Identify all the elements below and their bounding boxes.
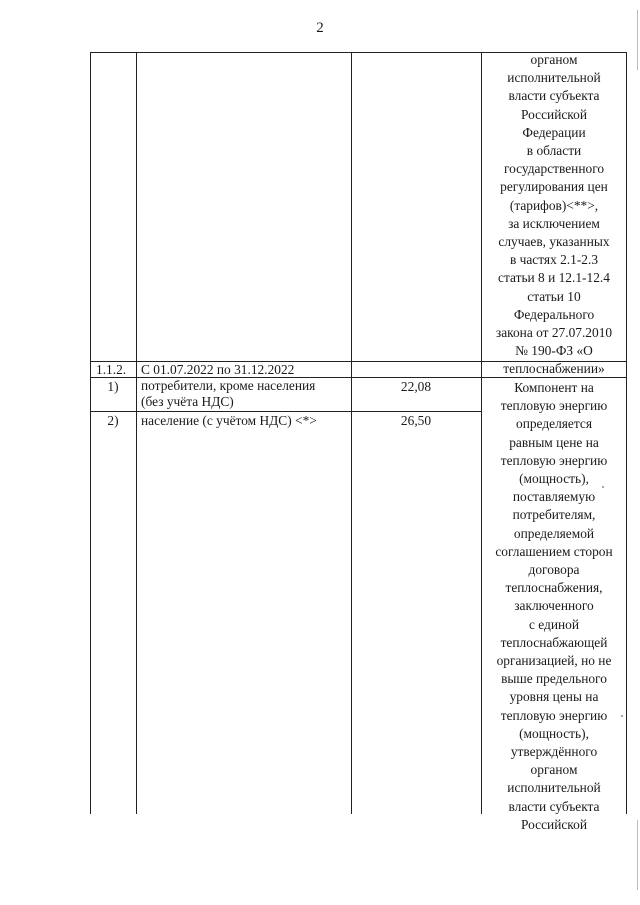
column-divider-1: [136, 52, 137, 814]
text-line: за исключением: [508, 215, 600, 231]
text-line: исполнительной: [507, 70, 601, 86]
text-line: Федерального: [513, 306, 595, 322]
text-line: государственного: [503, 161, 605, 177]
table-border-left: [90, 52, 91, 814]
text-line: власти субъекта: [508, 798, 600, 814]
text-line: уровня цены на: [509, 689, 599, 705]
text-line: теплоснабжении»: [503, 361, 605, 377]
text-line: потребители, кроме населения: [141, 378, 316, 393]
text-line: утверждённого: [510, 744, 598, 760]
row-2-number: 2): [107, 413, 119, 428]
scan-speck: [602, 486, 604, 488]
text-line: Российской: [521, 106, 587, 122]
text-line: в области: [526, 143, 582, 159]
text-line: (тарифов)<**>,: [509, 197, 599, 213]
text-line: (мощность),: [519, 471, 589, 487]
text-line: (мощность),: [519, 725, 589, 741]
bottom-col4-text: [481, 379, 627, 834]
row-1-name: [141, 378, 351, 410]
text-line: случаев, указанных: [498, 234, 610, 250]
text-line: Федерации: [522, 124, 586, 140]
text-line: органом: [530, 52, 578, 67]
text-line: население (с учётом НДС) <*>: [141, 413, 317, 428]
text-line: закона от 27.07.2010: [495, 325, 613, 341]
text-line: договора: [528, 562, 580, 578]
column-divider-2: [351, 52, 352, 814]
scan-speck: [621, 715, 623, 717]
scan-edge-mark: [637, 10, 638, 70]
row-2-value: 26,50: [400, 413, 432, 428]
text-line: тепловую энергию: [500, 398, 608, 414]
text-line: равным цене на: [509, 434, 599, 450]
scan-edge-mark: [637, 820, 638, 890]
text-line: в частях 2.1-2.3: [509, 252, 599, 268]
row-2-name: [141, 412, 351, 430]
text-line: поставляемую: [512, 489, 596, 505]
section-period: С 01.07.2022 по 31.12.2022: [141, 362, 295, 377]
text-line: Компонент на: [514, 380, 594, 395]
text-line: определяется: [516, 416, 592, 432]
text-line: исполнительной: [507, 780, 601, 796]
text-line: тепловую энергию: [500, 452, 608, 468]
text-line: теплоснабжения,: [505, 580, 603, 596]
row-1-value: 22,08: [400, 379, 432, 394]
text-line: статьи 8 и 12.1-12.4: [498, 270, 610, 286]
text-line: определяемой: [513, 525, 595, 541]
top-row-col4-text: [481, 51, 627, 379]
text-line: организацией, но не: [496, 653, 612, 669]
text-line: соглашением сторон: [495, 543, 613, 559]
row-1-number: 1): [107, 379, 119, 394]
text-line: № 190-ФЗ «О: [515, 343, 593, 359]
section-number: 1.1.2.: [96, 362, 127, 377]
text-line: (без учёта НДС): [141, 394, 234, 409]
text-line: органом: [530, 762, 578, 778]
text-line: тепловую энергию: [500, 707, 608, 723]
text-line: потребителям,: [512, 507, 596, 523]
text-line: регулирования цен: [500, 179, 608, 195]
text-line: Российской: [521, 816, 587, 832]
text-line: статьи 10: [527, 288, 581, 304]
page-number: 2: [316, 20, 324, 36]
text-line: власти субъекта: [508, 88, 600, 104]
text-line: с единой: [528, 616, 580, 632]
text-line: теплоснабжающей: [500, 634, 608, 650]
text-line: заключенного: [514, 598, 594, 614]
text-line: выше предельного: [501, 671, 607, 687]
